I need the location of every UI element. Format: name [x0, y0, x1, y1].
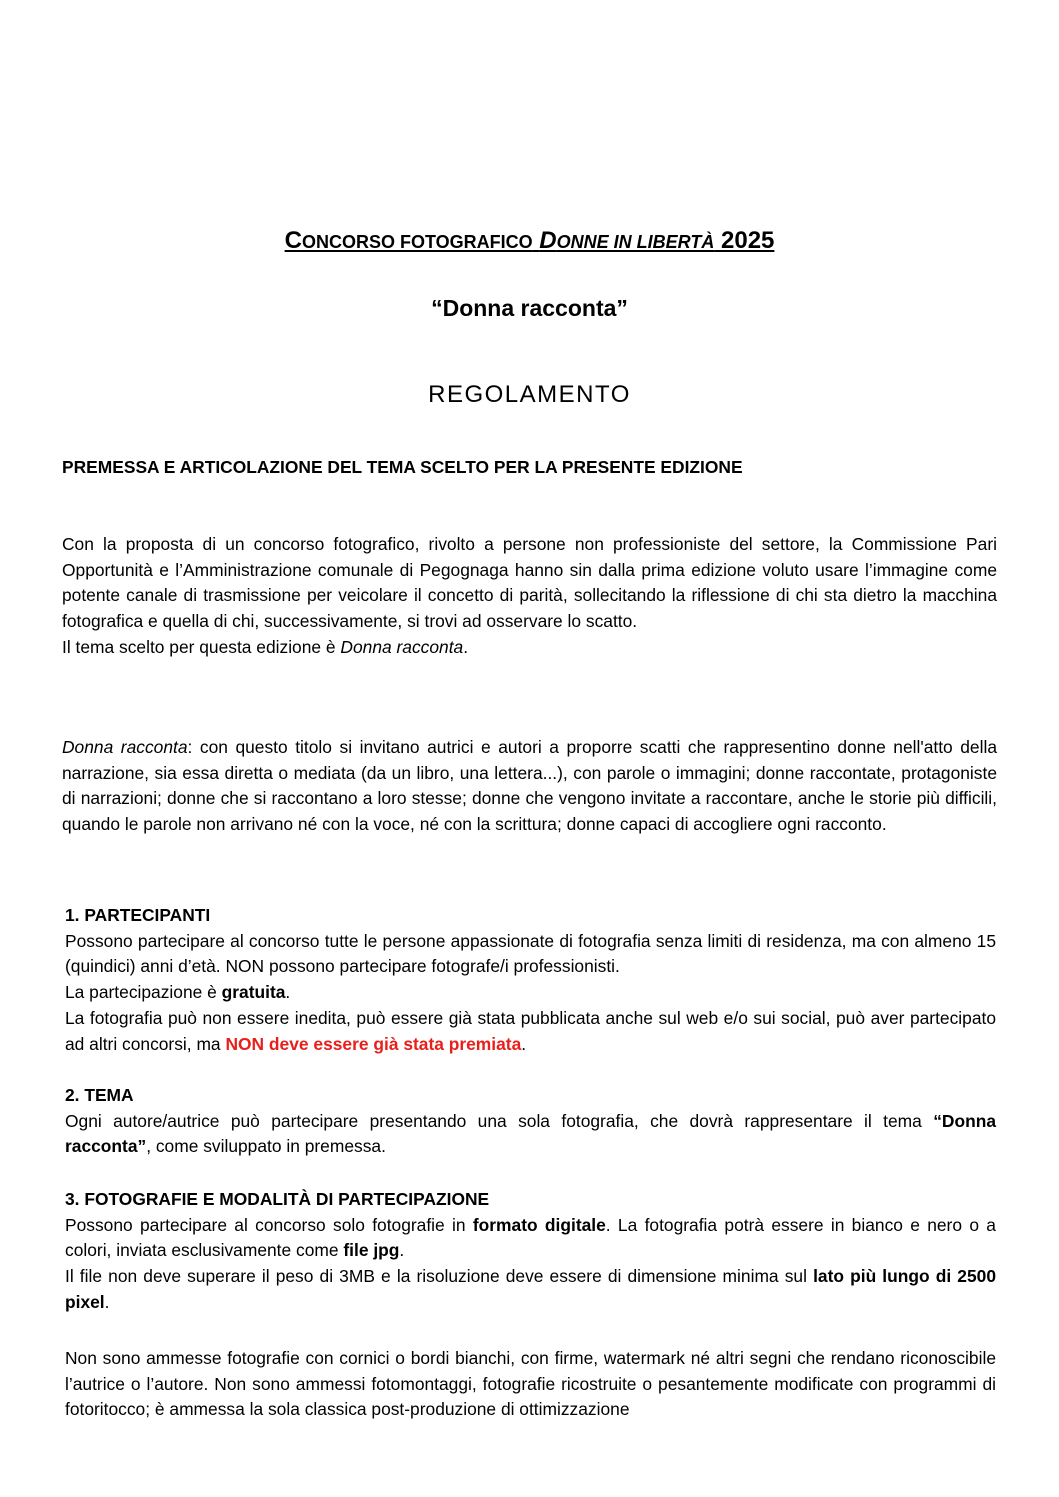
section-partecipanti — [65, 903, 996, 1057]
title-concorso-fotografico: ONCORSO FOTOGRAFICO — [301, 232, 533, 252]
section3-p3: Non sono ammesse fotografie con cornici o bordi bianchi, con firme, watermark né altri segni che rendano riconoscibile l’autrice o l’autore. Non sono ammessi fotomontaggi, fotografie ricostruite o pesantemente modificate con programmi di fotoritocco; è ammessa la sola classica post-produzione di ottimizzazione — [65, 1348, 996, 1420]
section3-p1-after: . — [399, 1240, 405, 1261]
section2-text-before: Ogni autore/autrice può partecipare presentando una sola fotografia, che dovrà rappresentare il tema — [65, 1110, 934, 1131]
section1-line3 — [65, 1006, 996, 1057]
section3-heading: 3. FOTOGRAFIE E MODALITÀ DI PARTECIPAZIONE — [65, 1189, 490, 1209]
premessa-heading: PREMESSA E ARTICOLAZIONE DEL TEMA SCELTO PER LA PRESENTE EDIZIONE — [62, 457, 743, 477]
section3-paragraph-3 — [65, 1346, 996, 1423]
section1-line2-bold: gratuita — [221, 982, 286, 1003]
section-fotografie — [65, 1187, 996, 1316]
premessa-paragraph-3 — [62, 735, 997, 838]
title-initial-d: D — [539, 227, 557, 254]
section2-heading: 2. TEMA — [65, 1085, 134, 1105]
section3-p1 — [65, 1213, 996, 1264]
section1-line3-after: . — [521, 1033, 527, 1054]
section-tema — [65, 1083, 996, 1160]
section3-p2-bold: lato più lungo di 2500 pixel — [65, 1266, 996, 1312]
section3-p1-bold2: file jpg — [343, 1240, 400, 1261]
premessa-para2-before: Il tema scelto per questa edizione è — [62, 636, 341, 657]
section3-p2 — [65, 1264, 996, 1315]
section1-line2 — [65, 980, 996, 1006]
premessa-para2-italic: Donna racconta — [340, 636, 464, 657]
section3-p1-before: Possono partecipare al concorso solo fotografie in — [65, 1214, 473, 1235]
section3-p1-mid: . La fotografia potrà essere in bianco e nero o a colori, inviata esclusivamente come — [65, 1214, 996, 1261]
premessa-para2 — [62, 635, 997, 661]
section1-line2-after: . — [285, 982, 291, 1003]
premessa-para2-after: . — [463, 636, 469, 657]
title-initial-c: C — [284, 227, 302, 254]
section3-p1-bold1: formato digitale — [472, 1214, 606, 1235]
section2-text-after: , come sviluppato in premessa. — [146, 1136, 386, 1157]
document-title — [0, 226, 1059, 257]
section3-p2-after: . — [104, 1291, 110, 1312]
section1-heading: 1. PARTECIPANTI — [65, 905, 211, 925]
premessa-para3-rest: : con questo titolo si invitano autrici e autori a proporre scatti che rappresentino donne nell'atto della narrazione, sia essa diretta o mediata (da un libro, una lettera...), con parole o immagini; donne raccontate, protagoniste di narrazioni; donne che si raccontano a loro stesse; donne che vengono invitate a raccontare, anche le storie più difficili, quando le parole non arrivano né con la voce, né con la scrittura; donne capaci di accogliere ogni racconto. — [62, 737, 997, 835]
title-donne-in-liberta: ONNE IN LIBERTÀ — [556, 232, 715, 252]
section2-text-bold: “Donna racconta” — [65, 1110, 996, 1157]
section1-line2-before: La partecipazione è — [65, 982, 222, 1003]
title-year: 2025 — [721, 227, 775, 254]
section1-line3-red: NON deve essere già stata premiata — [225, 1033, 522, 1054]
document-type-heading: REGOLAMENTO — [428, 381, 631, 408]
section3-p2-before: Il file non deve superare il peso di 3MB e la risoluzione deve essere di dimensione minima sul — [65, 1266, 814, 1287]
premessa-para1-text: Con la proposta di un concorso fotografico, rivolto a persone non professioniste del settore, la Commissione Pari Opportunità e l’Amministrazione comunale di Pegognaga hanno sin dalla prima edizione voluto usare l’immagine come potente canale di trasmissione per veicolare il concetto di parità, sollecitando la riflessione di chi sta dietro la macchina fotografica e quella di chi, successivamente, si trovi ad osservare lo scatto. — [62, 534, 997, 632]
section2-text — [65, 1109, 996, 1160]
premessa-para3-italic: Donna racconta — [62, 737, 188, 757]
document-subtitle: “Donna racconta” — [431, 295, 628, 321]
section1-line1: Possono partecipare al concorso tutte le persone appassionate di fotografia senza limiti di residenza, ma con almeno 15 (quindici) anni d’età. NON possono partecipare fotografe/i professionisti. — [65, 930, 996, 977]
premessa-paragraph-1 — [62, 532, 997, 661]
section1-line3-before: La fotografia può non essere inedita, può essere già stata pubblicata anche sul web e/o sui social, può aver partecipato ad altri concorsi, ma — [65, 1007, 996, 1054]
